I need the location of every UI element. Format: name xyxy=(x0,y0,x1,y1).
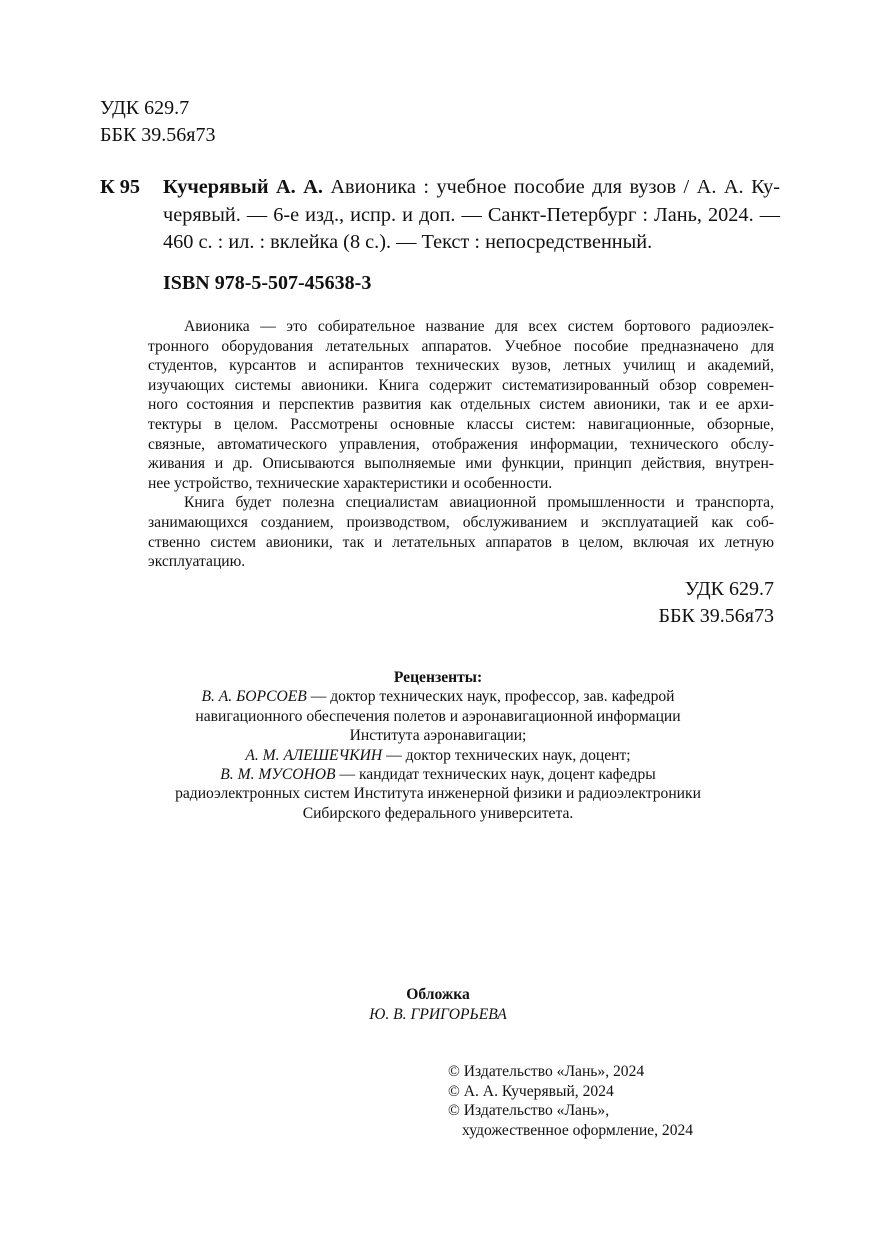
udk-code: УДК 629.7 xyxy=(100,97,190,119)
bbk-code: ББК 39.56я73 xyxy=(100,124,216,146)
udk-code: УДК 629.7 xyxy=(684,578,774,600)
reviewer-2-name: А. М. АЛЕШЕЧКИН xyxy=(245,746,383,764)
copyright-line: © Издательство «Лань», 2024 xyxy=(448,1063,645,1080)
reviewer-3-dept: радиоэлектронных систем Института инженерной физики и радиоэлектроники xyxy=(175,785,701,803)
annotation-line: Книга будет полезна специалистам авиационной промышленности и транспорта, xyxy=(184,494,774,512)
reviewer-3-title: — кандидат технических наук, доцент кафедры xyxy=(335,766,656,784)
isbn: ISBN 978-5-507-45638-3 xyxy=(163,272,372,294)
reviewer-1-dept: навигационного обеспечения полетов и аэронавигационной информации xyxy=(195,707,681,725)
annotation-line: живания и др. Описываются выполняемые ими функции, принцип действия, внутрен- xyxy=(148,455,774,473)
annotation-line: студентов, курсантов и аспирантов технических вузов, летных училищ и академий, xyxy=(148,357,774,375)
reviewer-2-line xyxy=(0,746,876,765)
reviewer-1-line xyxy=(0,687,876,706)
classification-bottom xyxy=(658,576,774,630)
annotation-line: тронного оборудования летательных аппаратов. Учебное пособие предназначено для xyxy=(148,337,774,355)
copyright-block xyxy=(448,1062,693,1140)
reviewers-heading: Рецензенты: xyxy=(393,669,483,686)
annotation-line: изучающих системы авионики. Книга содержит систематизированный обзор современ- xyxy=(148,376,774,394)
record-author: Кучерявый А. А. xyxy=(163,176,323,198)
annotation-line: Авионика — это собирательное название для всех систем бортового радиоэлек- xyxy=(184,318,774,335)
reviewer-1-institute: Института аэронавигации; xyxy=(349,727,527,745)
copyright-line: © А. А. Кучерявый, 2024 xyxy=(448,1082,614,1100)
copyright-line: © Издательство «Лань», xyxy=(448,1102,610,1120)
reviewer-1-name: В. А. БОРСОЕВ xyxy=(201,688,307,706)
record-line-2: черявый. — 6-е изд., испр. и доп. — Санкт-Петербург : Лань, 2024. — xyxy=(163,203,780,226)
record-title: Авионика : учебное пособие для вузов / А. А. Ку- xyxy=(322,176,780,198)
annotation-line: эксплуатацию. xyxy=(148,553,246,571)
annotation-line: ного состояния и перспектив развития как отдельных систем авионики, так и ее архи- xyxy=(148,396,774,414)
record-line-1 xyxy=(163,174,780,202)
reviewer-3-line xyxy=(0,765,876,784)
record-body xyxy=(163,174,780,257)
annotation-line: занимающихся созданием, производством, обслуживанием и эксплуатацией как соб- xyxy=(148,513,774,531)
bibliographic-record xyxy=(100,174,780,257)
reviewer-3-name: В. М. МУСОНОВ xyxy=(220,766,336,784)
copyright-line: художественное оформление, 2024 xyxy=(462,1121,694,1139)
bbk-code: ББК 39.56я73 xyxy=(658,605,774,627)
annotation-line: нее устройство, технические характеристики и особенности. xyxy=(148,474,553,492)
annotation-line: связные, автоматического управления, отображения информации, технического обслу- xyxy=(148,435,774,453)
cover-designer: Ю. В. ГРИГОРЬЕВА xyxy=(369,1005,507,1023)
author-mark: К 95 xyxy=(100,176,141,198)
annotation xyxy=(148,317,774,572)
cover-heading: Обложка xyxy=(406,986,470,1003)
classification-top xyxy=(100,95,216,149)
annotation-line: тектуры в целом. Рассмотрены основные классы систем: навигационные, обзорные, xyxy=(148,415,774,433)
cover-credit xyxy=(0,985,876,1024)
reviewers xyxy=(0,668,876,823)
record-line-3: 460 с. : ил. : вклейка (8 с.). — Текст : непосредственный. xyxy=(163,231,653,253)
reviewer-2-title: — доктор технических наук, доцент; xyxy=(382,746,631,764)
annotation-line: ственно систем авионики, так и летательных аппаратов в целом, включая их летную xyxy=(148,533,774,551)
reviewer-1-title: — доктор технических наук, профессор, зав. кафедрой xyxy=(306,688,675,706)
reviewer-3-university: Сибирского федерального университета. xyxy=(302,804,574,822)
